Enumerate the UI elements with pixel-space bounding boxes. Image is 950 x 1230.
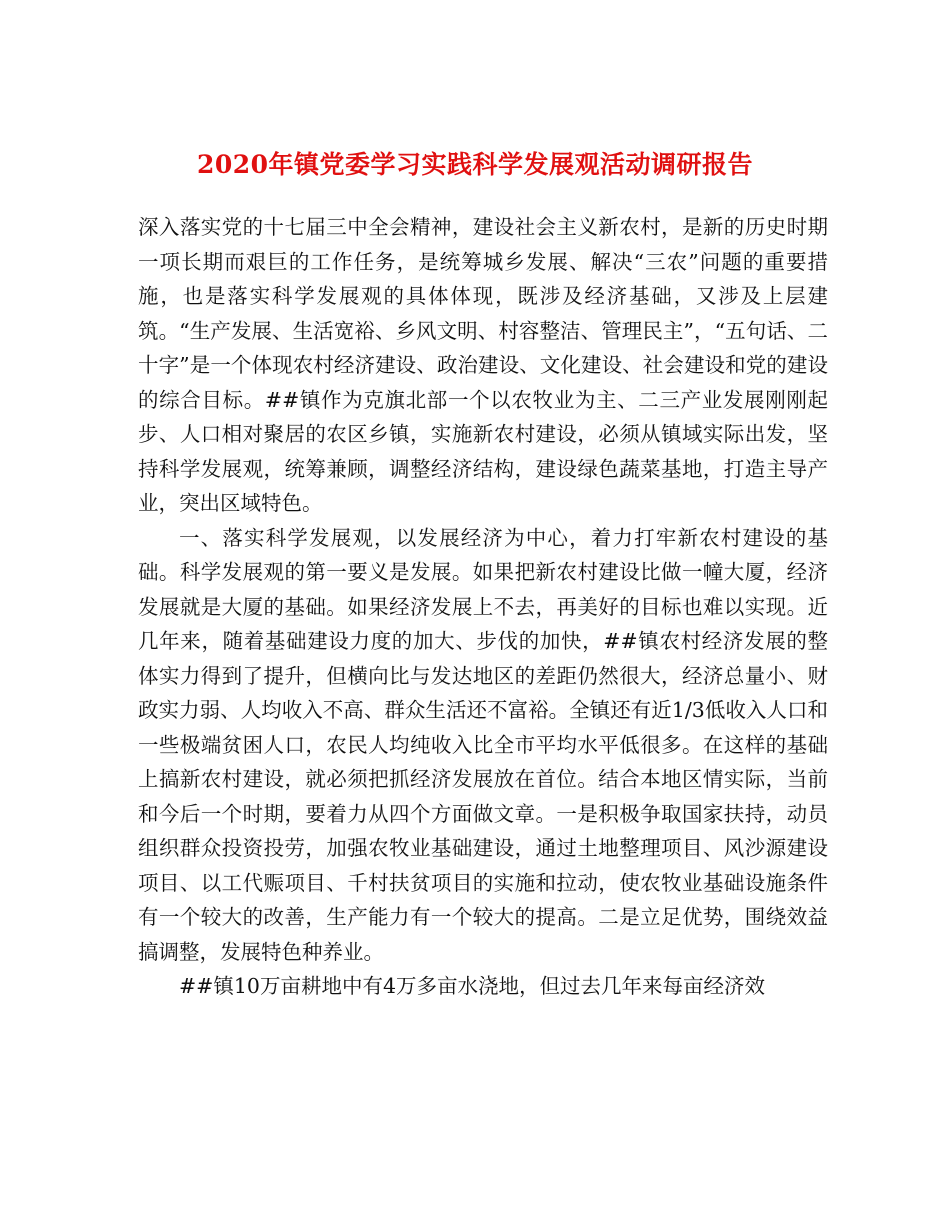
paragraph-intro: 深入落实党的十七届三中全会精神，建设社会主义新农村，是新的历史时期一项长期而艰巨的工作任务，是统筹城乡发展、解决“三农”问题的重要措施，也是落实科学发展观的具体体现，既涉及经济基础，又涉及上层建筑。“生产发展、生活宽裕、乡风文明、村容整洁、管理民主”，“五句话、二十字”是一个体现农村经济建设、政治建设、文化建设、社会建设和党的建设的综合目标。##镇作为克旗北部一个以农牧业为主、二三产业发展刚刚起步、人口相对聚居的农区乡镇，实施新农村建设，必须从镇域实际出发，坚持科学发展观，统筹兼顾，调整经济结构，建设绿色蔬菜基地，打造主导产业，突出区域特色。: [138, 215, 828, 515]
paragraph-section-one: 一、落实科学发展观，以发展经济为中心，着力打牢新农村建设的基础。科学发展观的第一要义是发展。如果把新农村建设比做一幢大厦，经济发展就是大厦的基础。如果经济发展上不去，再美好的目标也难以实现。近几年来，随着基础建设力度的加大、步伐的加快，##镇农村经济发展的整体实力得到了提升，但横向比与发达地区的差距仍然很大，经济总量小、财政实力弱、人均收入不高、群众生活还不富裕。全镇还有近1/3低收入人口和一些极端贫困人口，农民人均纯收入比全市平均水平低很多。在这样的基础上搞新农村建设，就必须把抓经济发展放在首位。结合本地区情实际，当前和今后一个时期，要着力从四个方面做文章。一是积极争取国家扶持，动员组织群众投资投劳，加强农牧业基础建设，通过土地整理项目、风沙源建设项目、以工代赈项目、千村扶贫项目的实施和拉动，使农牧业基础设施条件有一个较大的改善，生产能力有一个较大的提高。二是立足优势，围绕效益搞调整，发展特色种养业。: [138, 525, 828, 964]
document-title: 2020年镇党委学习实践科学发展观活动调研报告: [196, 149, 754, 179]
document-body: [138, 210, 828, 1004]
paragraph-farmland: ##镇10万亩耕地中有4万多亩水浇地，但过去几年来每亩经济效: [179, 974, 765, 998]
